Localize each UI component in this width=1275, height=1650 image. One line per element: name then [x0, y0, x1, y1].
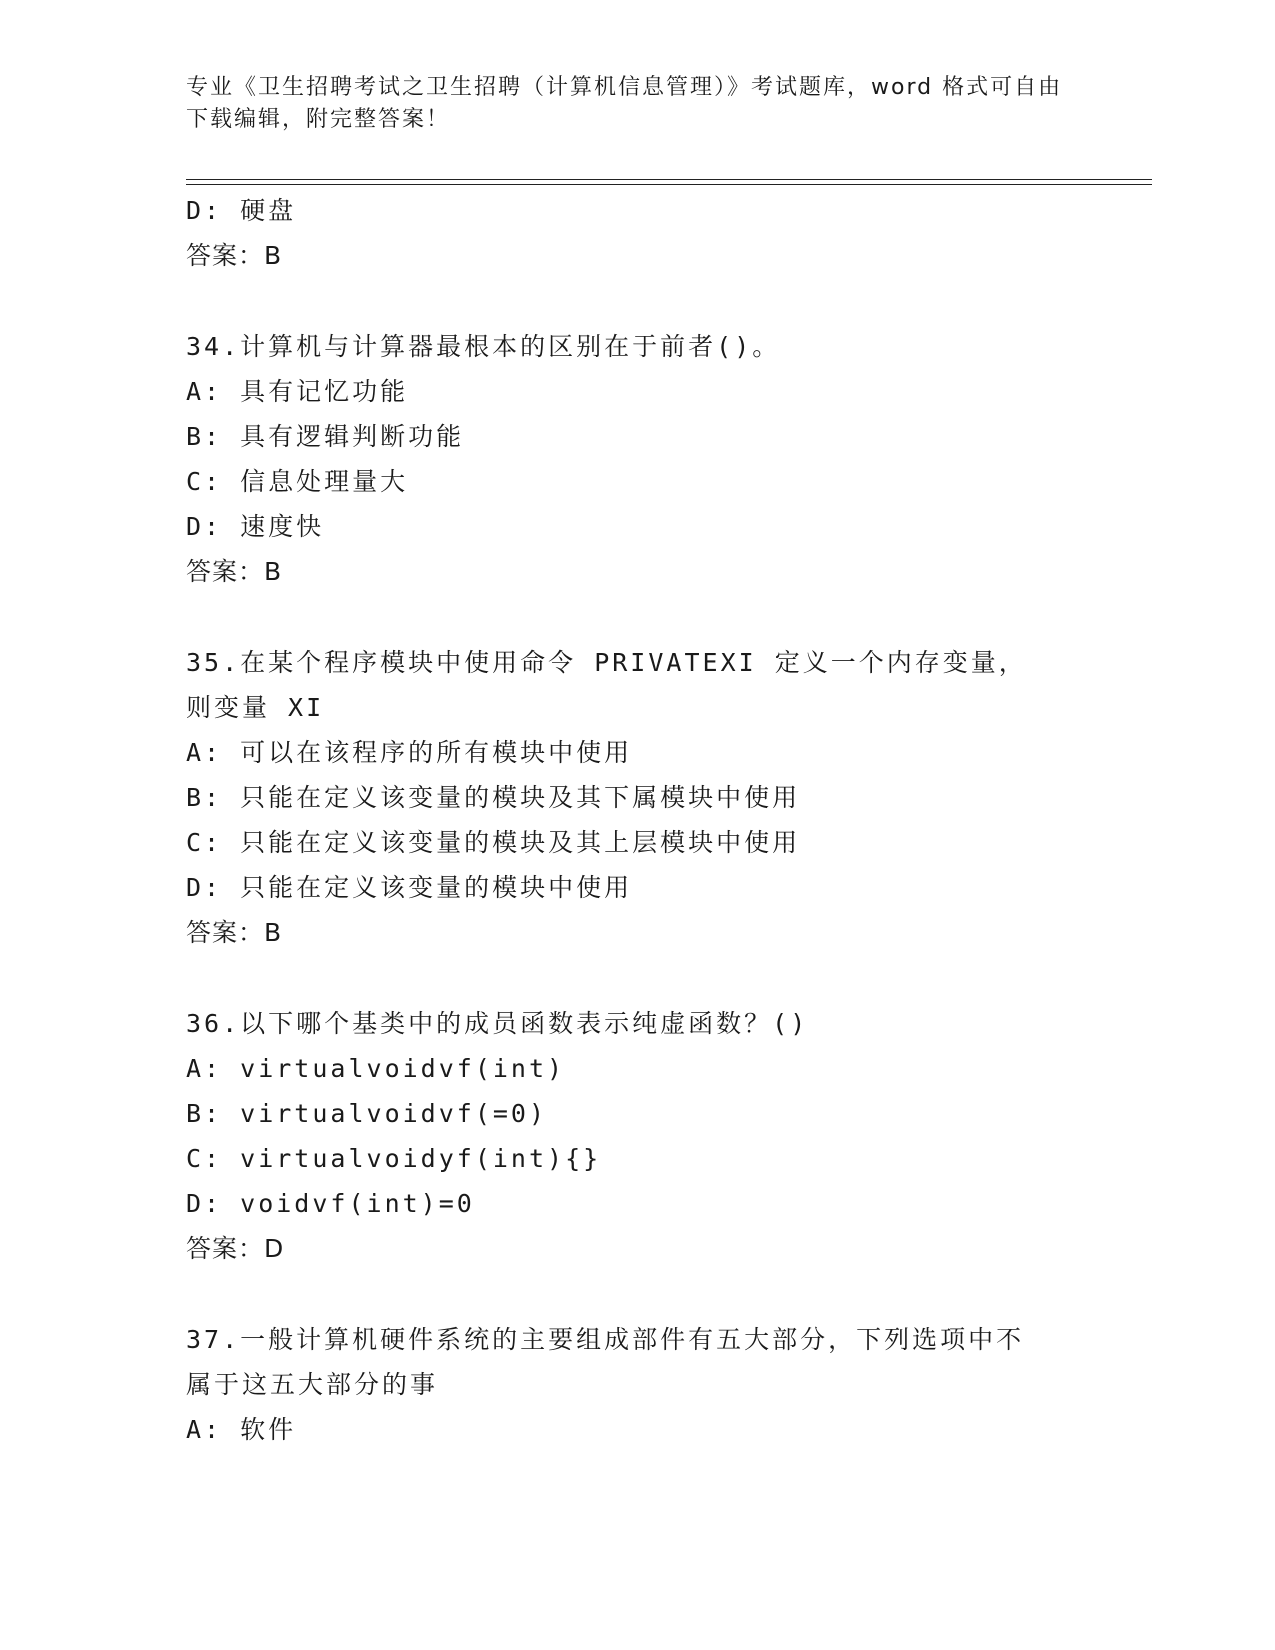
header-divider-top: [186, 179, 1152, 180]
option-c: C: 信息处理量大: [186, 467, 409, 496]
question-stem: 37.一般计算机硬件系统的主要组成部件有五大部分，下列选项中不属于这五大部分的事: [186, 1325, 1025, 1399]
question-stem: 35.在某个程序模块中使用命令 PRIVATEXI 定义一个内存变量，则变量 XI: [186, 648, 1027, 722]
answer: 答案：B: [186, 918, 283, 947]
spacer: [186, 594, 1086, 640]
option-b: B: 只能在定义该变量的模块及其下属模块中使用: [186, 783, 801, 812]
option-c: C: virtualvoidyf(int){}: [186, 1144, 602, 1173]
option-b: B: 具有逻辑判断功能: [186, 422, 465, 451]
question-list: [186, 188, 1086, 1452]
spacer: [186, 955, 1086, 1001]
option-d: D: 速度快: [186, 512, 325, 541]
option-a: A: 可以在该程序的所有模块中使用: [186, 738, 633, 767]
spacer: [186, 278, 1086, 324]
option-a: A: virtualvoidvf(int): [186, 1054, 566, 1083]
option-b: B: virtualvoidvf(=0): [186, 1099, 548, 1128]
question-36: [186, 1001, 1086, 1271]
question-34: [186, 324, 1086, 594]
question-stem: 34.计算机与计算器最根本的区别在于前者()。: [186, 332, 781, 361]
option-d: D: 只能在定义该变量的模块中使用: [186, 873, 633, 902]
option-d: D: voidvf(int)=0: [186, 1189, 475, 1218]
question-35: [186, 640, 1086, 955]
carryover-answer: 答案：B: [186, 241, 283, 270]
question-stem: 36.以下哪个基类中的成员函数表示纯虚函数？(): [186, 1009, 809, 1038]
carryover-option-d: D: 硬盘: [186, 196, 297, 225]
answer: 答案：B: [186, 557, 283, 586]
option-a: A: 具有记忆功能: [186, 377, 409, 406]
header-divider-bottom: [186, 184, 1152, 185]
page-header: 专业《卫生招聘考试之卫生招聘（计算机信息管理）》考试题库，word 格式可自由下载编辑，附完整答案！: [186, 75, 1063, 132]
option-a: A: 软件: [186, 1415, 297, 1444]
question-37: [186, 1317, 1086, 1452]
answer: 答案：D: [186, 1234, 285, 1263]
spacer: [186, 1271, 1086, 1317]
option-c: C: 只能在定义该变量的模块及其上层模块中使用: [186, 828, 801, 857]
